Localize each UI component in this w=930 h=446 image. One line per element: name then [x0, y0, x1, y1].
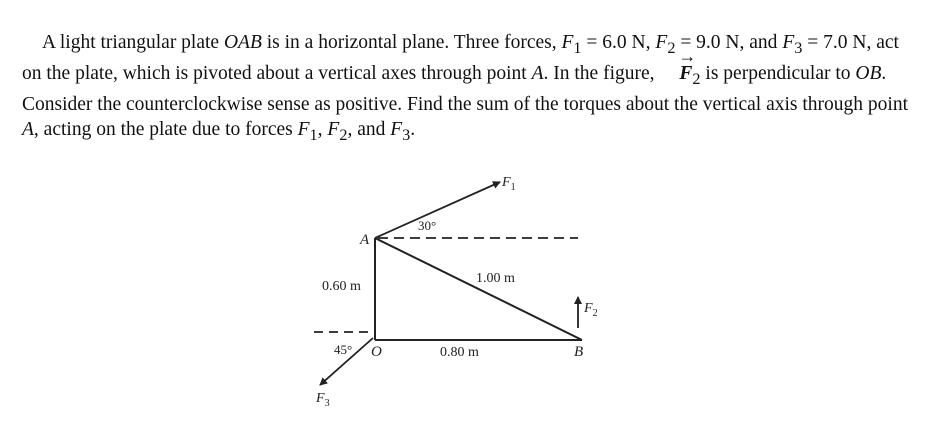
- text-segment: .: [410, 118, 416, 140]
- force-value: = 7.0 N, act on the plate, which is pivoted about a vertical axes through point: [22, 32, 899, 84]
- text-segment: . In the figure,: [543, 62, 660, 84]
- force-subscript: 2: [339, 125, 348, 144]
- point-a-label: A: [360, 232, 370, 248]
- force-value: = 6.0 N,: [581, 32, 656, 53]
- angle-30-label: 30°: [418, 218, 437, 233]
- force-subscript: 3: [402, 125, 411, 144]
- force-symbol: F: [655, 32, 668, 53]
- force-f1-label: $F_1$: [502, 175, 516, 193]
- force-value: = 9.0 N, and: [675, 32, 783, 53]
- point-o-label: O: [371, 344, 382, 360]
- text-segment: A light triangular plate: [42, 32, 224, 53]
- force-f3-label: $F_3$: [316, 391, 330, 409]
- text-segment: is perpendicular to: [700, 62, 856, 84]
- force-subscript: 1: [573, 38, 582, 57]
- force-symbol: F: [561, 32, 574, 53]
- force-symbol: F: [782, 32, 795, 53]
- length-ab-label: 1.00 m: [476, 271, 515, 286]
- vector-symbol: → F: [659, 61, 692, 86]
- length-ao-label: 0.60 m: [322, 279, 361, 294]
- segment-label: OB: [855, 62, 882, 84]
- force-symbol: F: [390, 118, 403, 140]
- problem-paragraph: [22, 30, 912, 148]
- triangle-plate-diagram: [300, 170, 630, 432]
- text-segment: . Consider the counterclockwise sense as positive. Find the sum of the torques about the vertical axis through point: [22, 62, 908, 115]
- point-label: A: [531, 62, 544, 84]
- point-b-label: B: [574, 344, 584, 360]
- vector-subscript: 2: [692, 69, 701, 88]
- plate-name: OAB: [223, 32, 262, 53]
- text-segment: , and: [347, 118, 391, 140]
- text-segment: , acting on the plate due to forces: [33, 118, 298, 140]
- force-f2-label: $F_2$: [584, 301, 598, 319]
- problem-statement: [22, 30, 912, 148]
- force-subscript: 3: [794, 38, 803, 57]
- force-subscript: 1: [309, 125, 318, 144]
- force-symbol: F: [297, 118, 310, 140]
- point-label: A: [22, 118, 34, 140]
- force-symbol: F: [327, 118, 340, 140]
- force-f1-arrow: [375, 182, 500, 238]
- angle-45-label: 45°: [334, 342, 353, 357]
- text-segment: is in a horizontal plane. Three forces,: [261, 32, 562, 53]
- force-subscript: 2: [667, 38, 676, 57]
- length-ob-label: 0.80 m: [440, 345, 479, 360]
- text-segment: ,: [317, 118, 328, 140]
- edge-ab: [375, 238, 582, 340]
